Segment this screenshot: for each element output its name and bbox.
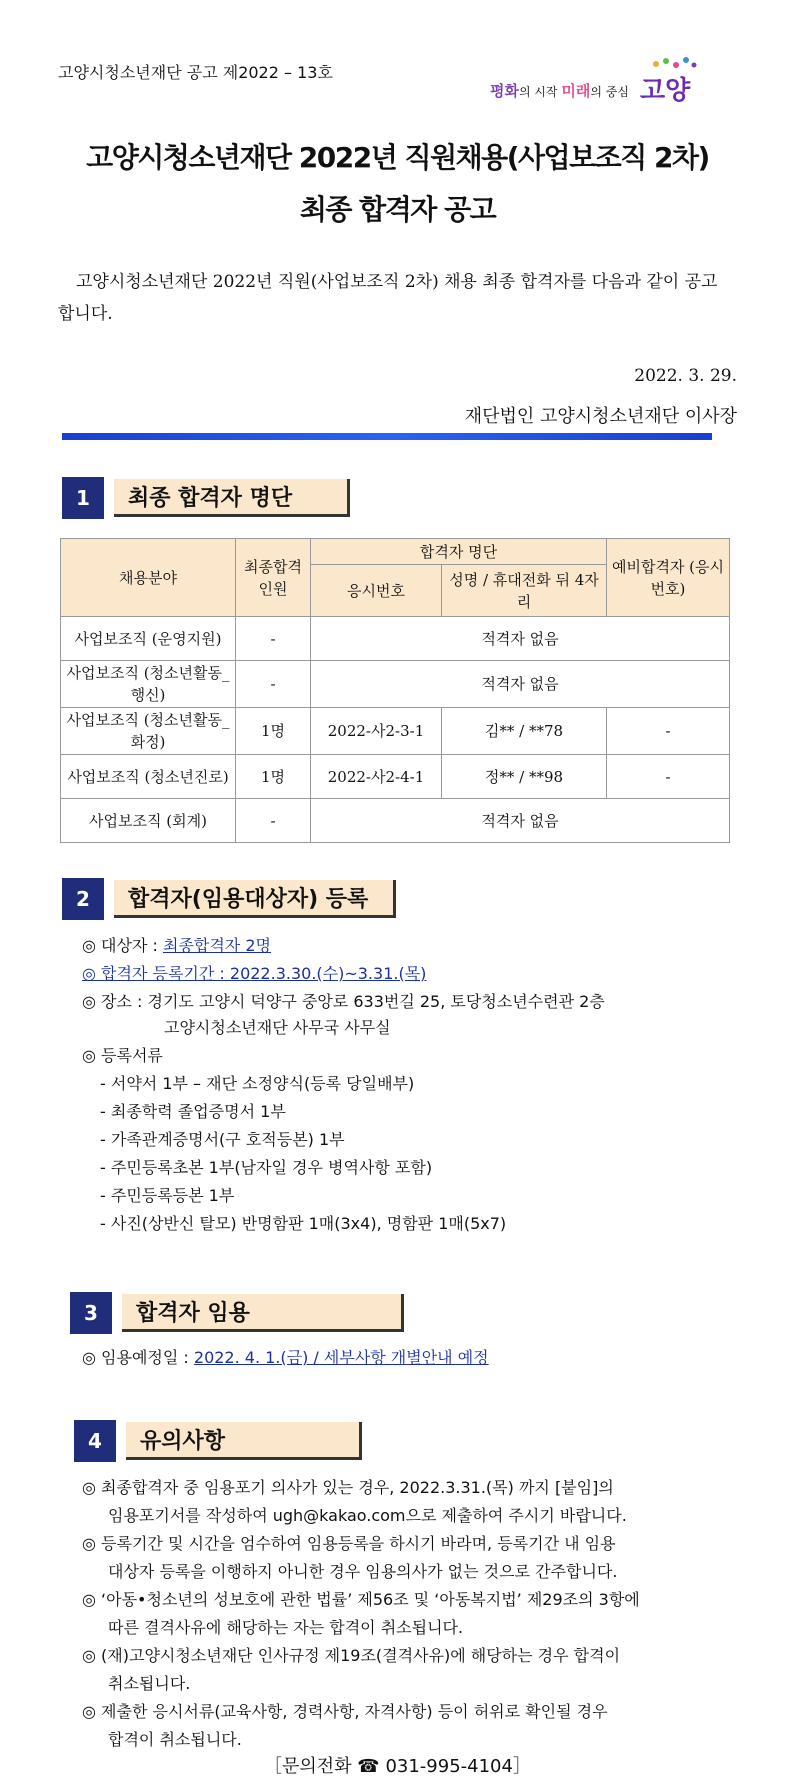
table-row [61,799,730,843]
notice-number: 고양시청소년재단 공고 제2022 – 13호 [58,63,333,82]
caution-item-cont: 취소됩니다. [108,1674,191,1693]
cell-reserve: - [607,708,730,755]
cell-count: - [236,661,311,708]
table-row [61,661,730,708]
cell-field: 사업보조직 (회계) [61,799,236,843]
cell-field: 사업보조직 (청소년진로) [61,755,236,799]
divider-bar [62,433,712,440]
caution-item: ◎ ‘아동•청소년의 성보호에 관한 법률’ 제56조 및 ‘아동복지법’ 제29조의 3항에 [82,1590,640,1609]
intro-paragraph: 고양시청소년재단 2022년 직원(사업보조직 2차) 채용 최종 합격자를 다음과 같이 공고 합니다. [58,272,718,324]
register-period: ◎ 합격자 등록기간 : 2022.3.30.(수)~3.31.(목) [82,964,427,983]
doc-item: - 주민등록등본 1부 [100,1186,235,1205]
caution-item: ◎ 등록기간 및 시간을 엄수하여 임용등록을 하시기 바라며, 등록기간 내 임용 [82,1534,616,1553]
section-2-number: 2 [62,878,104,920]
table-row [61,708,730,755]
target-line: ◎ 대상자 : 최종합격자 2명 [82,936,271,955]
caution-item: ◎ (재)고양시청소년재단 인사규정 제19조(결격사유)에 해당하는 경우 합격이 [82,1646,621,1665]
section-3-title: 합격자 임용 [122,1294,404,1332]
goyang-logo [490,52,700,122]
cell-exam-no: 2022-사2-3-1 [311,708,442,755]
place-line-1: ◎ 장소 : 경기도 고양시 덕양구 중앙로 633번길 25, 토당청소년수련관 2층 [82,992,605,1011]
caution-item-cont: 합격이 취소됩니다. [108,1730,242,1749]
cell-exam-no: 2022-사2-4-1 [311,755,442,799]
table-row [61,755,730,799]
cell-none: 적격자 없음 [311,799,730,843]
cell-none: 적격자 없음 [311,617,730,661]
caution-item-cont: 따른 결격사유에 해당하는 자는 합격이 취소됩니다. [108,1618,464,1637]
header-reserve: 예비합격자 (응시번호) [607,539,730,617]
doc-item: - 서약서 1부 – 재단 소정양식(등록 당일배부) [100,1074,415,1093]
section-4-title: 유의사항 [126,1422,362,1460]
cell-name: 김** / **78 [442,708,607,755]
table-row [61,617,730,661]
header-exam-no: 응시번호 [311,565,442,617]
cell-count: 1명 [236,708,311,755]
header-name: 성명 / 휴대전화 뒤 4자리 [442,565,607,617]
logo-decoration-icon [650,56,700,70]
cell-reserve: - [607,755,730,799]
cell-count: - [236,799,311,843]
section-3-number: 3 [70,1292,112,1334]
cell-none: 적격자 없음 [311,661,730,708]
place-line-2: 고양시청소년재단 사무국 사무실 [164,1018,391,1037]
cell-field: 사업보조직 (청소년활동_화정) [61,708,236,755]
target-value: 최종합격자 2명 [162,936,271,955]
page-subtitle: 최종 합격자 공고 [299,193,496,226]
cell-count: - [236,617,311,661]
section-4-number: 4 [74,1420,116,1462]
cell-count: 1명 [236,755,311,799]
caution-item-cont: 대상자 등록을 이행하지 아니한 경우 임용의사가 없는 것으로 간주합니다. [108,1562,618,1581]
caution-item: ◎ 제출한 응시서류(교육사항, 경력사항, 자격사항) 등이 허위로 확인될 경우 [82,1702,608,1721]
docs-title: ◎ 등록서류 [82,1046,163,1065]
cell-field: 사업보조직 (운영지원) [61,617,236,661]
cell-field: 사업보조직 (청소년활동_행신) [61,661,236,708]
logo-slogan: 평화의 시작 미래의 중심 [490,82,629,100]
notice-date: 2022. 3. 29. [634,366,737,386]
section-1-number: 1 [62,477,104,519]
cell-name: 정** / **98 [442,755,607,799]
appointment-value: 2022. 4. 1.(금) / 세부사항 개별안내 예정 [193,1348,489,1367]
doc-item: - 사진(상반신 탈모) 반명함판 1매(3x4), 명함판 1매(5x7) [100,1214,507,1233]
logo-city-name: 고양 [640,76,691,106]
contact-phone: ［문의전화 ☎ 031-995-4104］ [264,1756,531,1777]
header-list: 합격자 명단 [311,539,607,565]
header-field: 채용분야 [61,539,236,617]
doc-item: - 주민등록초본 1부(남자일 경우 병역사항 포함) [100,1158,433,1177]
doc-item: - 가족관계증명서(구 호적등본) 1부 [100,1130,345,1149]
page-title: 고양시청소년재단 2022년 직원채용(사업보조직 2차) [86,141,709,174]
caution-item: ◎ 최종합격자 중 임용포기 의사가 있는 경우, 2022.3.31.(목) 까지 [붙임]의 [82,1478,614,1497]
section-1-title: 최종 합격자 명단 [114,479,350,517]
caution-item-cont: 임용포기서를 작성하여 ugh@kakao.com으로 제출하여 주시기 바랍니다. [108,1506,627,1525]
doc-item: - 최종학력 졸업증명서 1부 [100,1102,286,1121]
result-table [60,538,730,843]
appointment-date: ◎ 임용예정일 : 2022. 4. 1.(금) / 세부사항 개별안내 예정 [82,1348,489,1367]
section-2-title: 합격자(임용대상자) 등록 [114,880,396,918]
header-count: 최종합격 인원 [236,539,311,617]
issuer: 재단법인 고양시청소년재단 이사장 [464,406,737,427]
